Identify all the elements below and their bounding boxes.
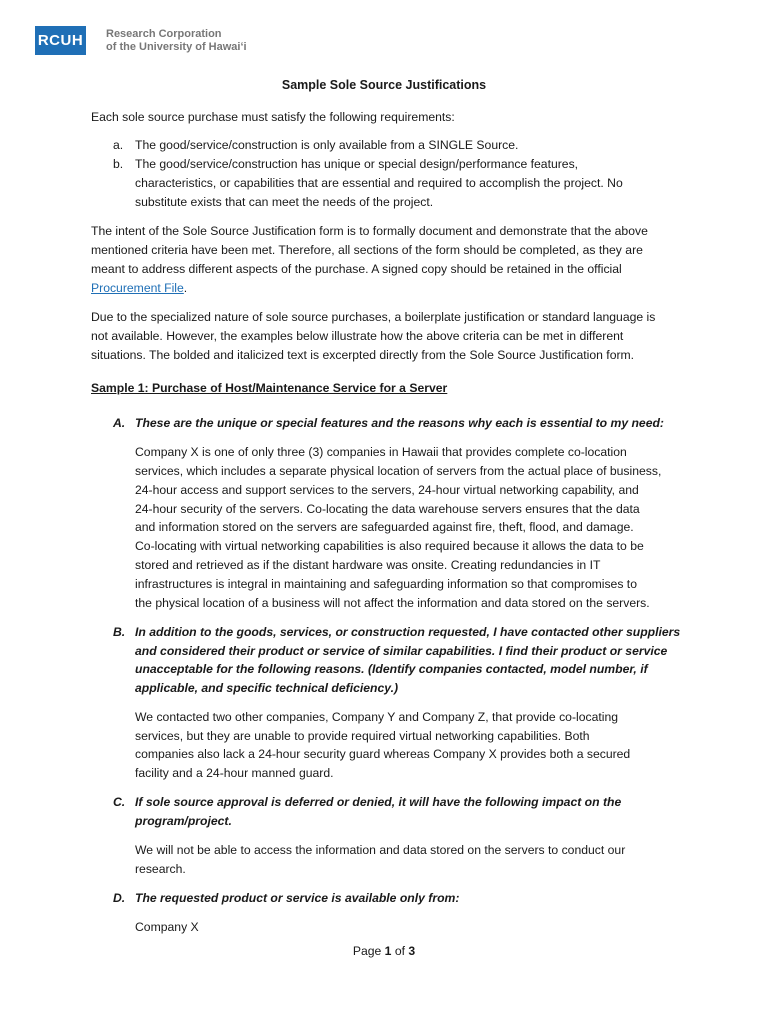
- section-answer: We contacted two other companies, Company Y and Company Z, that provide co-locating: [135, 710, 619, 724]
- section-marker: A.: [113, 416, 126, 430]
- section-answer: research.: [135, 862, 186, 876]
- section-marker: C.: [113, 795, 126, 809]
- section-question: In addition to the goods, services, or construction requested, I have contacted other suppliers: [135, 625, 681, 639]
- specialized-line: Due to the specialized nature of sole source purchases, a boilerplate justification or standard language is: [91, 310, 656, 324]
- requirement-line: The good/service/construction has unique or special design/performance features,: [135, 157, 579, 171]
- intent-last-line: Procurement File.: [91, 281, 188, 295]
- requirement-marker: a.: [113, 138, 124, 152]
- section-answer: infrastructures is integral in maintaining and safeguarding information so that compromises to: [135, 577, 637, 591]
- intro-text: Each sole source purchase must satisfy the following requirements:: [91, 110, 455, 124]
- section-question: These are the unique or special features and the reasons why each is essential to my need:: [135, 416, 664, 430]
- requirement-line: substitute exists that can meet the needs of the project.: [135, 195, 434, 209]
- section-answer: services, but they are unable to provide required virtual networking capabilities. Both: [135, 729, 590, 743]
- sample-heading: Sample 1: Purchase of Host/Maintenance Service for a Server: [91, 381, 448, 395]
- intent-line: The intent of the Sole Source Justification form is to formally document and demonstrate that the above: [91, 224, 648, 238]
- requirement-marker: b.: [113, 157, 124, 171]
- logo-mark: RCUH: [35, 26, 86, 55]
- requirement-line: characteristics, or capabilities that are essential and required to accomplish the project. No: [135, 176, 623, 190]
- section-answer: Company X: [135, 920, 199, 934]
- section-answer: 24-hour access and support services to the servers, 24-hour virtual networking capability, and: [135, 483, 639, 497]
- requirement-line: The good/service/construction is only available from a SINGLE Source.: [135, 138, 519, 152]
- section-answer: 24-hour security of the servers. Co-locating the data warehouse servers ensures that the data: [135, 502, 640, 516]
- section-answer: the physical location of a business will not affect the information and data stored on the servers.: [135, 596, 650, 610]
- section-question: applicable, and specific technical deficiency.): [135, 681, 399, 695]
- section-marker: B.: [113, 625, 126, 639]
- page-title: Sample Sole Source Justifications: [281, 78, 487, 92]
- section-answer: Co-locating with virtual networking capabilities is also required because it allows the data to be: [135, 539, 644, 553]
- section-question: and considered their product or service of similar capabilities. I find their product or service: [135, 644, 668, 658]
- specialized-line: situations. The bolded and italicized text is excerpted directly from the Sole Source Justification form.: [91, 348, 635, 362]
- procurement-file-link[interactable]: Procurement File: [91, 281, 184, 295]
- section-answer: and information stored on the servers are safeguarded against fire, theft, flood, and damage.: [135, 520, 634, 534]
- section-answer: stored and retrieved as if the distant hardware was onsite. Creating redundancies in IT: [135, 558, 601, 572]
- intent-line: meant to address different aspects of the purchase. A signed copy should be retained in the official: [91, 262, 622, 276]
- section-answer: Company X is one of only three (3) companies in Hawaii that provides complete co-location: [135, 445, 627, 459]
- organization-name: Research Corporation of the University of Hawaiʻi: [106, 27, 247, 53]
- rcuh-logo: [35, 26, 247, 55]
- section-answer: companies also lack a 24-hour security guard whereas Company X provides both a secured: [135, 747, 631, 761]
- section-question: program/project.: [135, 814, 232, 828]
- section-answer: We will not be able to access the information and data stored on the servers to conduct our: [135, 843, 626, 857]
- intent-line: mentioned criteria have been met. Therefore, all sections of the form should be completed, as they are: [91, 243, 643, 257]
- section-question: The requested product or service is available only from:: [135, 891, 460, 905]
- page-number: Page 1 of 3: [352, 944, 416, 958]
- section-answer: services, which includes a separate physical location of servers from the actual place of business,: [135, 464, 662, 478]
- section-answer: facility and a 24-hour manned guard.: [135, 766, 334, 780]
- section-marker: D.: [113, 891, 126, 905]
- section-question: If sole source approval is deferred or denied, it will have the following impact on the: [135, 795, 622, 809]
- section-question: unacceptable for the following reasons. (Identify companies contacted, model number, if: [135, 662, 648, 676]
- specialized-line: not available. However, the examples below illustrate how the above criteria can be met in different: [91, 329, 624, 343]
